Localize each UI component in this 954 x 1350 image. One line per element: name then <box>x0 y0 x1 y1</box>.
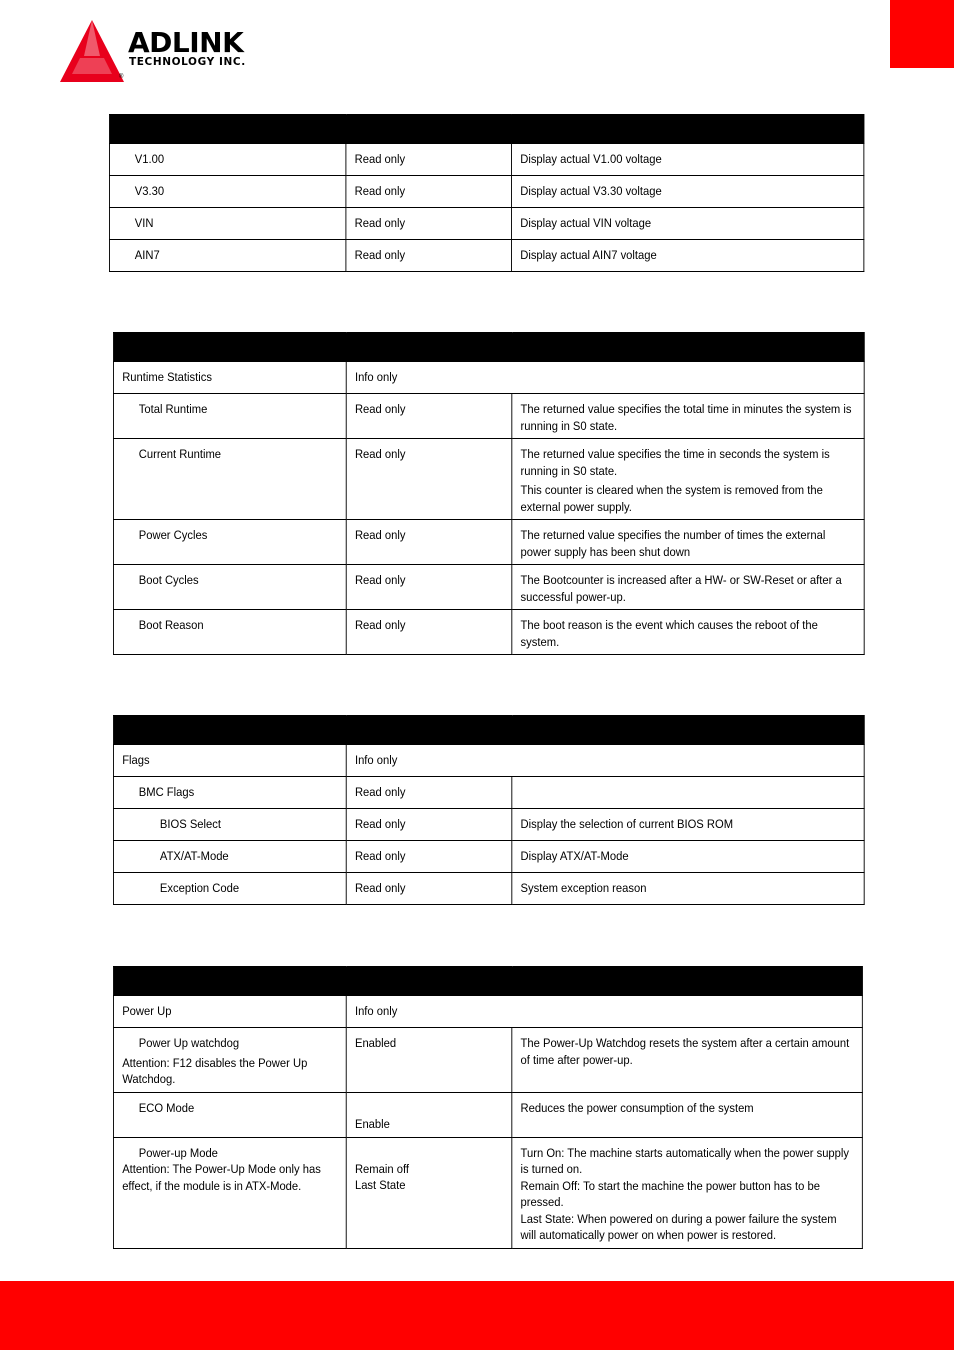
description-cell <box>512 777 864 809</box>
table-row <box>113 809 864 841</box>
value-cell: Read only <box>346 240 512 272</box>
table-row <box>113 873 864 905</box>
adlink-logo <box>56 18 271 88</box>
table-row <box>109 176 863 208</box>
power-up-table <box>113 966 863 1249</box>
item-cell: Current Runtime <box>113 439 346 520</box>
item-cell <box>113 1137 346 1248</box>
table-row <box>113 777 864 809</box>
item-cell: V3.30 <box>109 176 345 208</box>
value-cell: Enabled <box>346 1028 512 1093</box>
adlink-triangle-icon <box>56 18 126 86</box>
attention-note: Attention: The Power-Up Mode only has effect, if the module is in ATX-Mode. <box>122 1162 321 1193</box>
value-cell: Read only <box>346 176 512 208</box>
description-cell: The Bootcounter is increased after a HW- or SW-Reset or after a successful power-up. <box>512 565 864 610</box>
item-cell: Exception Code <box>113 873 346 905</box>
logo-registered-mark: ® <box>119 74 124 80</box>
table-row <box>109 240 863 272</box>
description-text: The returned value specifies the time in seconds the system is running in S0 state. <box>520 447 830 478</box>
item-cell: Power Cycles <box>113 520 346 565</box>
table-row <box>113 1092 862 1137</box>
value-cell: Read only <box>346 520 512 565</box>
description-cell: Display actual AIN7 voltage <box>512 240 864 272</box>
table-row <box>113 439 864 520</box>
value-cell: Read only <box>346 394 512 439</box>
table-row <box>109 144 863 176</box>
value-cell: Read only <box>346 439 512 520</box>
value-cell: Read only <box>346 565 512 610</box>
description-cell <box>512 1137 863 1248</box>
runtime-statistics-table <box>113 332 865 655</box>
table-header-bar <box>113 716 864 745</box>
description-cell <box>512 439 864 520</box>
value-cell <box>346 1137 512 1248</box>
item-label: Power Up watchdog <box>138 1036 240 1050</box>
section-item-cell: Runtime Statistics <box>113 362 346 394</box>
value-cell: Enable <box>346 1092 512 1137</box>
description-cell: Display actual VIN voltage <box>512 208 864 240</box>
item-cell: AIN7 <box>109 240 345 272</box>
item-cell: BMC Flags <box>113 777 346 809</box>
voltages-table <box>109 114 864 272</box>
value-cell: Read only <box>346 144 512 176</box>
item-cell: V1.00 <box>109 144 345 176</box>
corner-red-tab <box>890 0 954 68</box>
logo-tagline: TECHNOLOGY INC. <box>129 56 246 68</box>
table-row <box>113 520 864 565</box>
description-cell: The returned value specifies the total time in minutes the system is running in S0 state. <box>512 394 864 439</box>
table-row <box>113 1028 862 1093</box>
description-cell: The boot reason is the event which causes the reboot of the system. <box>512 610 864 655</box>
section-item-cell: Power Up <box>113 996 346 1028</box>
item-cell: Total Runtime <box>113 394 346 439</box>
description-cell: System exception reason <box>512 873 864 905</box>
section-row <box>113 996 862 1028</box>
section-value-cell: Info only <box>346 362 864 394</box>
table-header-bar <box>113 967 862 996</box>
item-cell: VIN <box>109 208 345 240</box>
table-header-bar <box>113 333 864 362</box>
item-cell: Boot Reason <box>113 610 346 655</box>
description-text: This counter is cleared when the system is removed from the external power supply. <box>520 483 823 514</box>
table-row <box>113 841 864 873</box>
value-cell: Read only <box>346 208 512 240</box>
table-header-bar <box>109 115 863 144</box>
item-cell: ATX/AT-Mode <box>113 841 346 873</box>
value-cell: Read only <box>346 777 512 809</box>
section-row <box>113 362 864 394</box>
item-cell: ECO Mode <box>113 1092 346 1137</box>
description-text: Turn On: The machine starts automatically when the power supply is turned on. <box>520 1145 849 1176</box>
section-value-cell: Info only <box>346 996 862 1028</box>
description-cell: Display actual V3.30 voltage <box>512 176 864 208</box>
description-text: Remain Off: To start the machine the power button has to be pressed. <box>520 1178 820 1209</box>
value-cell: Read only <box>346 610 512 655</box>
description-cell: Display ATX/AT-Mode <box>512 841 864 873</box>
description-text: Last State: When powered on during a power failure the system will automatically power on when power is restored. <box>520 1211 837 1242</box>
attention-note: Attention: F12 disables the Power Up Watchdog. <box>122 1055 308 1086</box>
item-label: Power-up Mode <box>138 1145 218 1160</box>
section-row <box>113 745 864 777</box>
flags-table <box>113 715 865 905</box>
section-item-cell: Flags <box>113 745 346 777</box>
description-cell: The Power-Up Watchdog resets the system after a certain amount of time after power-up. <box>512 1028 863 1093</box>
table-row <box>113 610 864 655</box>
description-cell: Reduces the power consumption of the system <box>512 1092 863 1137</box>
item-cell: BIOS Select <box>113 809 346 841</box>
footer-red-bar <box>0 1281 954 1350</box>
item-cell <box>113 1028 346 1093</box>
option-text: Last State <box>354 1178 406 1192</box>
logo-wordmark: ADLINK <box>128 26 244 59</box>
table-row <box>113 565 864 610</box>
value-cell: Read only <box>346 841 512 873</box>
description-cell: Display the selection of current BIOS ROM <box>512 809 864 841</box>
value-cell: Read only <box>346 873 512 905</box>
description-cell: The returned value specifies the number of times the external power supply has been shut down <box>512 520 864 565</box>
option-text: Remain off <box>354 1161 409 1176</box>
table-row <box>113 1137 862 1248</box>
section-value-cell: Info only <box>346 745 864 777</box>
table-row <box>109 208 863 240</box>
description-cell: Display actual V1.00 voltage <box>512 144 864 176</box>
table-row <box>113 394 864 439</box>
value-cell: Read only <box>346 809 512 841</box>
item-cell: Boot Cycles <box>113 565 346 610</box>
